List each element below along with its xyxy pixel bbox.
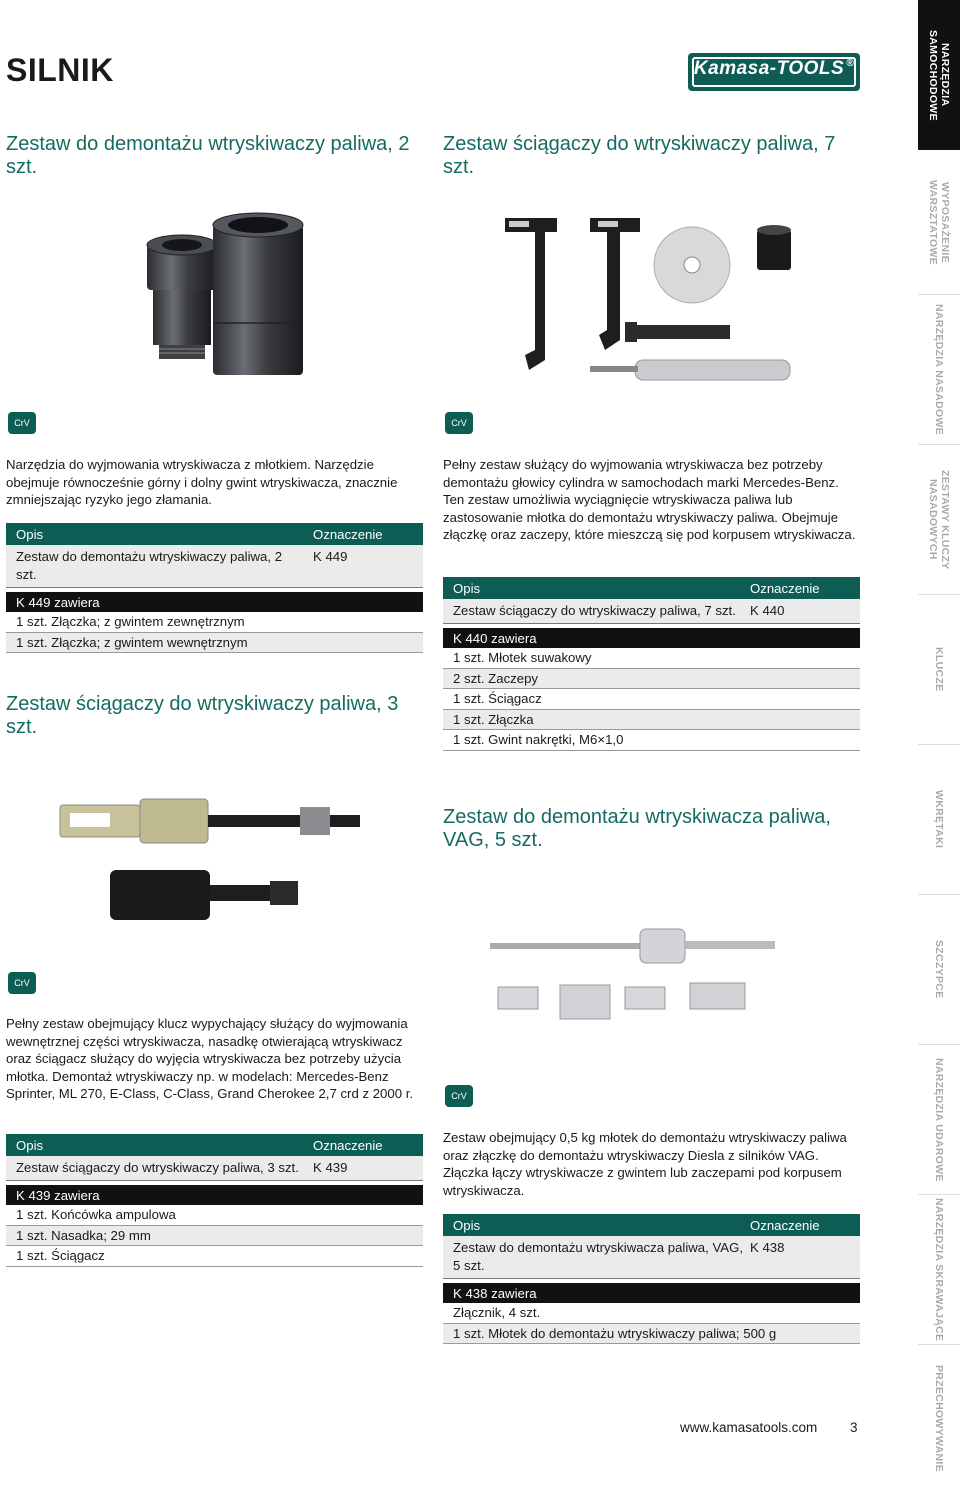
k439-product-image [50,795,380,935]
crv-badge: CrV [445,1085,473,1107]
k438-product-image [480,915,790,1035]
category-sidebar [918,0,960,1492]
table-header: Opis Oznaczenie [6,1134,423,1156]
table-header: Opis Oznaczenie [443,1214,860,1236]
crv-badge: CrV [8,972,36,994]
tab-wyposazenie-warsztatowe[interactable]: WYPOSAŻENIE WARSZTATOWE [918,150,960,295]
list-item: 1 szt. Złączka [443,710,860,731]
page-number: 3 [850,1420,858,1435]
list-item: Złącznik, 4 szt. [443,1303,860,1324]
table-row: Zestaw ściągaczy do wtryskiwaczy paliwa, 3 szt. K 439 [6,1156,423,1181]
table-row: Zestaw do demontażu wtryskiwaczy paliwa, 2 szt. K 449 [6,545,423,588]
tab-narzedzia-nasadowe[interactable]: NARZĘDZIA NASADOWE [918,295,960,445]
contents-header: K 440 zawiera [443,628,860,648]
tab-zestawy-kluczy-nasadowych[interactable]: ZESTAWY KLUCZY NASADOWYCH [918,445,960,595]
product-table-k440 [443,577,860,751]
list-item: 1 szt. Ściągacz [6,1246,423,1267]
product-table-k438 [443,1214,860,1344]
list-item: 1 szt. Nasadka; 29 mm [6,1226,423,1247]
tab-przechowywanie[interactable]: PRZECHOWYWANIE [933,1365,945,1472]
crv-badge: CrV [8,412,36,434]
contents-header: K 438 zawiera [443,1283,860,1303]
list-item: 2 szt. Zaczepy [443,669,860,690]
k449-product-image [135,205,325,385]
table-row: Zestaw do demontażu wtryskiwacza paliwa, VAG, 5 szt. K 438 [443,1236,860,1279]
list-item: 1 szt. Końcówka ampulowa [6,1205,423,1226]
contents-header: K 449 zawiera [6,592,423,612]
tab-narzedzia-skrawajace[interactable]: NARZĘDZIA SKRAWAJĄCE [918,1195,960,1345]
tab-narzedzia-samochodowe[interactable]: NARZĘDZIA SAMOCHODOWE [918,0,960,150]
table-row: Zestaw ściągaczy do wtryskiwaczy paliwa, 7 szt. K 440 [443,599,860,624]
contents-header: K 439 zawiera [6,1185,423,1205]
product-title-k440: Zestaw ściągaczy do wtryskiwaczy paliwa, 7 szt. [443,133,836,178]
tab-wkretaki[interactable]: WKRĘTAKI [918,745,960,895]
list-item: 1 szt. Złączka; z gwintem wewnętrznym [6,633,423,654]
tab-klucze[interactable]: KLUCZE [918,595,960,745]
product-description-k449: Narzędzia do wyjmowania wtryskiwacza z młotkiem. Narzędzie obejmuje równocześnie górny i dolny gwint wtryskiwacza, znacznie zmniejszając ryzyko jego złamania. [6,457,398,507]
page-title: SILNIK [6,52,114,88]
list-item: 1 szt. Gwint nakrętki, M6×1,0 [443,730,860,751]
product-description-k439: Pełny zestaw obejmujący klucz wypychający służący do wyjmowania wewnętrznej części wtryskiwacza, nasadkę otwierającą wtryskiwacz oraz ściągacz służący do wyjęcia wtryskiwacza bez potrzeby użycia młotka. Demontaż wtryskiwaczy np. w modelach: Mercedes-Benz Sprinter, ML 270, E-Class, C-Class, Grand Cherokee 2,7 crd z 2000 r. [6,1016,414,1101]
list-item: 1 szt. Młotek do demontażu wtryskiwaczy paliwa; 500 g [443,1324,860,1345]
footer-url[interactable]: www.kamasatools.com [680,1420,818,1435]
product-title-k439: Zestaw ściągaczy do wtryskiwaczy paliwa, 3 szt. [6,693,399,738]
product-description-k440: Pełny zestaw służący do wyjmowania wtryskiwacza bez potrzeby demontażu głowicy cylindra w samochodach marki Mercedes-Benz. Ten zestaw umożliwia wyciągnięcie wtryskiwacza paliwa lub zastosowanie młotka do demontażu wtryskiwaczy paliwa. Obejmuje złączkę oraz zaczepy, które mieszczą się pod korpusem wtryskiwacza. [443,457,856,542]
product-table-k449 [6,523,423,653]
list-item: 1 szt. Złączka; z gwintem zewnętrznym [6,612,423,633]
crv-badge: CrV [445,412,473,434]
kamasa-logo: Kamasa-TOOLS ® [688,53,860,91]
product-table-k439 [6,1134,423,1267]
product-title-k449: Zestaw do demontażu wtryskiwaczy paliwa, 2 szt. [6,133,410,178]
k440-product-image [495,210,815,400]
tab-szczypce[interactable]: SZCZYPCE [918,895,960,1045]
list-item: 1 szt. Młotek suwakowy [443,648,860,669]
tab-narzedzia-udarowe[interactable]: NARZĘDZIA UDAROWE [918,1045,960,1195]
table-header: Opis Oznaczenie [443,577,860,599]
table-header: Opis Oznaczenie [6,523,423,545]
list-item: 1 szt. Ściągacz [443,689,860,710]
product-title-k438: Zestaw do demontażu wtryskiwacza paliwa, VAG, 5 szt. [443,806,831,851]
product-description-k438: Zestaw obejmujący 0,5 kg młotek do demontażu wtryskiwaczy paliwa oraz złączkę do demontażu wtryskiwaczy Diesla z silników VAG. Złączka łączy wtryskiwacze z gwintem lub zaczepami pod korpusem wtryskiwacza. [443,1130,847,1198]
